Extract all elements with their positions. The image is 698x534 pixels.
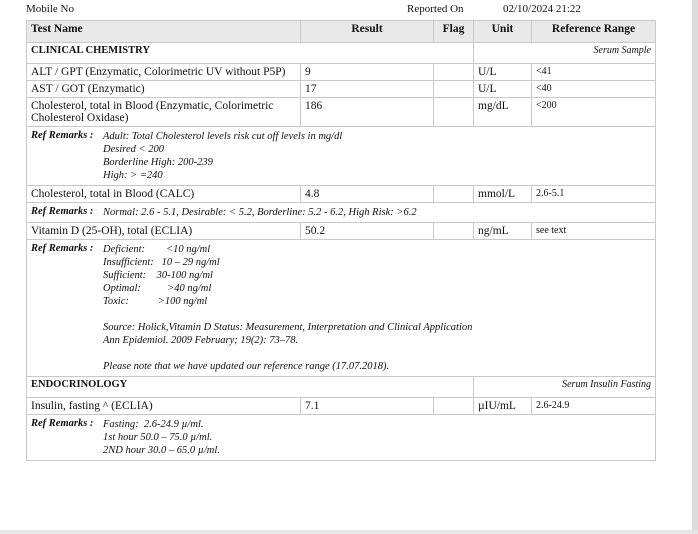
section-title: CLINICAL CHEMISTRY: [27, 43, 474, 64]
remarks-label: Ref Remarks :: [31, 130, 94, 141]
unit-value: ng/mL: [474, 223, 532, 240]
test-name: Cholesterol, total in Blood (CALC): [27, 186, 301, 203]
remarks-row-vitamin-d: [27, 240, 656, 377]
remarks-line: Source: Holick,Vitamin D Status: Measurement, Interpretation and Clinical Application: [103, 322, 473, 333]
remarks-text: [103, 130, 342, 182]
result-value: 7.1: [301, 398, 434, 415]
table-row: [27, 81, 656, 98]
unit-value: U/L: [474, 64, 532, 81]
result-value: 186: [301, 98, 434, 127]
section-clinical-chemistry: [27, 43, 656, 64]
remarks-line: Sufficient: 30-100 ng/ml: [103, 270, 213, 281]
table-header-row: [27, 21, 656, 43]
table-row: [27, 98, 656, 127]
test-name: Cholesterol, total in Blood (Enzymatic, Colorimetric Cholesterol Oxidase): [27, 98, 301, 127]
test-name: Insulin, fasting ^ (ECLIA): [27, 398, 301, 415]
reference-value: 2.6-24.9: [532, 398, 656, 415]
remarks-text: [103, 243, 472, 373]
remarks-line: High: > =240: [103, 170, 163, 181]
unit-value: mmol/L: [474, 186, 532, 203]
test-name: AST / GOT (Enzymatic): [27, 81, 301, 98]
unit-value: mg/dL: [474, 98, 532, 127]
page-edge-bottom: [0, 530, 698, 534]
remarks-line: Please note that we have updated our reference range (17.07.2018).: [103, 361, 390, 372]
remarks-spacer: [103, 347, 472, 360]
reference-value: 2.6-5.1: [532, 186, 656, 203]
result-value: 17: [301, 81, 434, 98]
col-reference-range: Reference Range: [532, 21, 656, 43]
reference-value: <200: [532, 98, 656, 127]
remarks-line: Insufficient: 10 – 29 ng/ml: [103, 257, 220, 268]
result-value: 4.8: [301, 186, 434, 203]
reported-value: 02/10/2024 21:22: [503, 3, 581, 15]
remarks-line: Optimal: >40 ng/ml: [103, 283, 212, 294]
result-value: 9: [301, 64, 434, 81]
table-row: [27, 186, 656, 203]
flag-value: [434, 98, 474, 127]
remarks-label: Ref Remarks :: [31, 206, 94, 217]
remarks-line: Desired < 200: [103, 144, 164, 155]
remarks-line: Deficient: <10 ng/ml: [103, 244, 211, 255]
remarks-line: Adult: Total Cholesterol levels risk cut off levels in mg/dl: [103, 131, 343, 142]
reference-value: <40: [532, 81, 656, 98]
remarks-text: Normal: 2.6 - 5.1, Desirable: < 5.2, Borderline: 5.2 - 6.2, High Risk: >6.2: [103, 207, 417, 218]
table-row: [27, 223, 656, 240]
remarks-line: Borderline High: 200-239: [103, 157, 213, 168]
table-row: [27, 398, 656, 415]
reference-value: see text: [532, 223, 656, 240]
flag-value: [434, 223, 474, 240]
remarks-label: Ref Remarks :: [31, 418, 94, 429]
sample-type: Serum Insulin Fasting: [474, 377, 656, 398]
flag-value: [434, 64, 474, 81]
remarks-row-cholesterol-calc: [27, 203, 656, 223]
remarks-row-insulin: [27, 415, 656, 461]
report-table: [26, 20, 656, 461]
mobile-label: Mobile No: [26, 3, 74, 15]
remarks-line: 1st hour 50.0 – 75.0 µ/ml.: [103, 432, 213, 443]
section-endocrinology: [27, 377, 656, 398]
result-value: 50.2: [301, 223, 434, 240]
test-name: Vitamin D (25-OH), total (ECLIA): [27, 223, 301, 240]
flag-value: [434, 398, 474, 415]
remarks-line: 2ND hour 30.0 – 65.0 µ/ml.: [103, 445, 220, 456]
remarks-text: [103, 418, 220, 457]
test-name: ALT / GPT (Enzymatic, Colorimetric UV without P5P): [27, 64, 301, 81]
sample-type: Serum Sample: [474, 43, 656, 64]
remarks-label: Ref Remarks :: [31, 243, 94, 254]
remarks-line: Ann Epidemiol. 2009 February; 19(2): 73–78.: [103, 335, 299, 346]
unit-value: µIU/mL: [474, 398, 532, 415]
reference-value: <41: [532, 64, 656, 81]
remarks-row-cholesterol: [27, 127, 656, 186]
flag-value: [434, 81, 474, 98]
remarks-line: Toxic: >100 ng/ml: [103, 296, 208, 307]
flag-value: [434, 186, 474, 203]
section-title: ENDOCRINOLOGY: [27, 377, 474, 398]
remarks-spacer: [103, 308, 472, 321]
reported-label: Reported On: [407, 3, 464, 15]
col-unit: Unit: [474, 21, 532, 43]
remarks-line: Fasting: 2.6-24.9 µ/ml.: [103, 419, 204, 430]
page-edge-right: [692, 0, 698, 534]
table-row: [27, 64, 656, 81]
col-result: Result: [301, 21, 434, 43]
unit-value: U/L: [474, 81, 532, 98]
col-flag: Flag: [434, 21, 474, 43]
col-test-name: Test Name: [27, 21, 301, 43]
